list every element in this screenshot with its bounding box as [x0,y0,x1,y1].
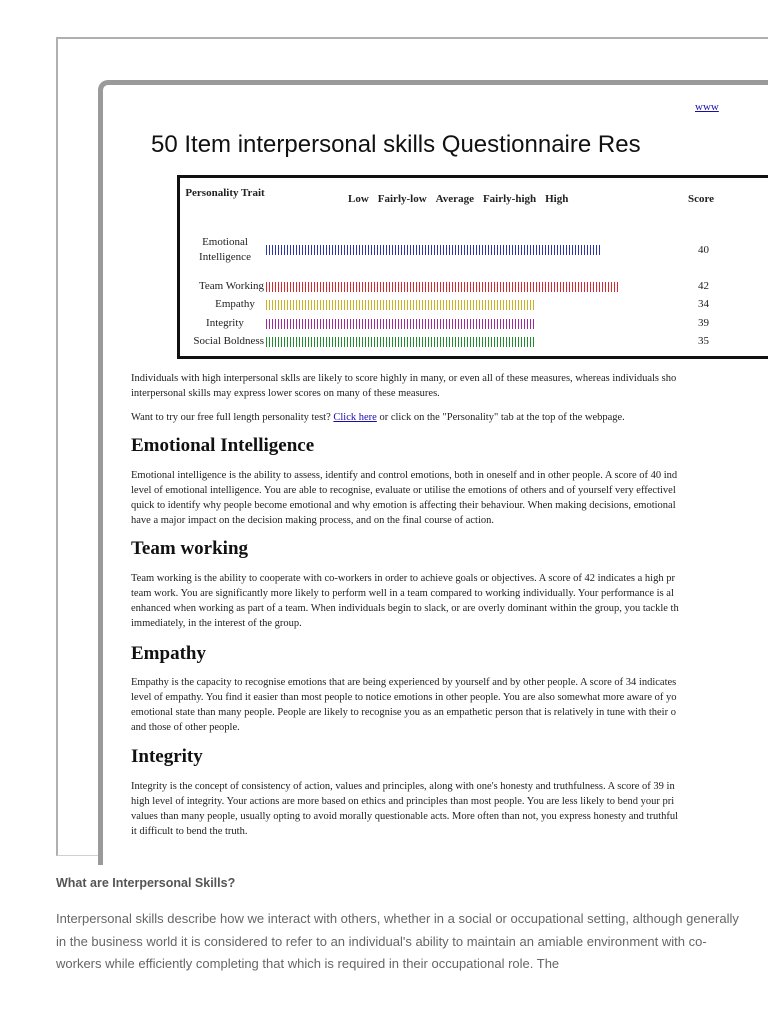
intro-paragraph: Individuals with high interpersonal sklls are likely to score highly in many, or even all of these measures, whereas individuals sho interpersonal skills may express lower scores on many of these measures. [131,373,677,399]
score-value: 35 [698,335,709,347]
trait-label: Social Boldness [193,335,264,347]
header-personality-trait: Personality Trait [185,187,265,199]
section-paragraph-integrity: Integrity is the concept of consistency of action, values and principles, along with one's honesty and truthfulness. A score of 39 in high level of integrity. Your actions are more based on ethics and principles than most people. You are less likely to bend your pri values than many people, usually opting to avoid morally questionable acts. More often than not, you express honesty and truthful it difficult to bend the truth. [131,781,679,837]
score-value: 39 [698,317,709,329]
table-row [180,235,768,267]
table-row [180,296,768,314]
trait-label: Integrity [206,317,244,329]
score-table [177,175,768,359]
click-here-link[interactable]: Click here [333,412,377,423]
score-bar [266,300,534,310]
level-high: High [545,193,569,205]
trait-label: Emotional Intelligence [199,236,251,263]
section-heading-integrity: Integrity [131,746,203,767]
section-heading-team-working: Team working [131,538,249,559]
cta-paragraph: Want to try our free full length personality test? Click here or click on the "Personality" tab at the top of the webpage. [131,412,625,423]
header-levels [348,193,577,205]
trait-label: Empathy [215,298,255,310]
level-fairly-low: Fairly-low [377,193,427,205]
page-section-heading: What are Interpersonal Skills? [56,876,236,890]
section-heading-emotional-intelligence: Emotional Intelligence [131,435,315,456]
score-value: 40 [698,244,709,256]
document-title: 50 Item interpersonal skills Questionnaire Res [151,131,641,158]
website-link[interactable]: www [695,101,719,113]
header-score: Score [688,193,715,205]
section-paragraph-emotional-intelligence: Emotional intelligence is the ability to assess, identify and control emotions, both in oneself and in other people. A score of 40 ind level of emotional intelligence. You are able to recognise, evaluate or utilise the emotions of others and of yourself very effectivel quick to identify why people become emotional and why emotion is affecting their behaviour. When making decisions, emotional have a major impact on the decision making process, and on the final course of action. [131,470,678,526]
level-average: Average [435,193,474,205]
section-paragraph-team-working: Team working is the ability to cooperate with co-workers in order to achieve goals or objectives. A score of 42 indicates a high pr team work. You are significantly more likely to perform well in a team compared to working individually. Your performance is al enhanced when working as part of a team. When individuals begin to slack, or are overly dominant within the group, you tackle th immediately, in the interest of the group. [131,573,679,629]
table-row [180,278,768,296]
level-low: Low [348,193,369,205]
level-fairly-high: Fairly-high [482,193,537,205]
score-bar [266,282,618,292]
section-paragraph-empathy: Empathy is the capacity to recognise emotions that are being experienced by yourself and by other people. A score of 34 indicates level of empathy. You find it easier than most people to notice emotions in other people. You are also somewhat more aware of yo emotional state than many people. People are likely to recognise you as an empathetic person that is relatively in tune with their o and those of other people. [131,677,677,733]
section-heading-empathy: Empathy [131,643,206,664]
page-paragraph: Interpersonal skills describe how we interact with others, whether in a social or occupational setting, although generally in the business world it is considered to refer to an individual's ability to maintain an amiable environment with co-workers while efficiently completing that which is required in their occupational role. The [56,911,739,971]
results-document [98,80,768,865]
score-value: 34 [698,298,709,310]
table-row [180,333,768,351]
trait-label: Team Working [198,280,264,292]
table-row [180,315,768,333]
score-bar [266,337,534,347]
score-bar [266,319,534,329]
score-value: 42 [698,280,709,292]
score-bar [266,245,601,255]
